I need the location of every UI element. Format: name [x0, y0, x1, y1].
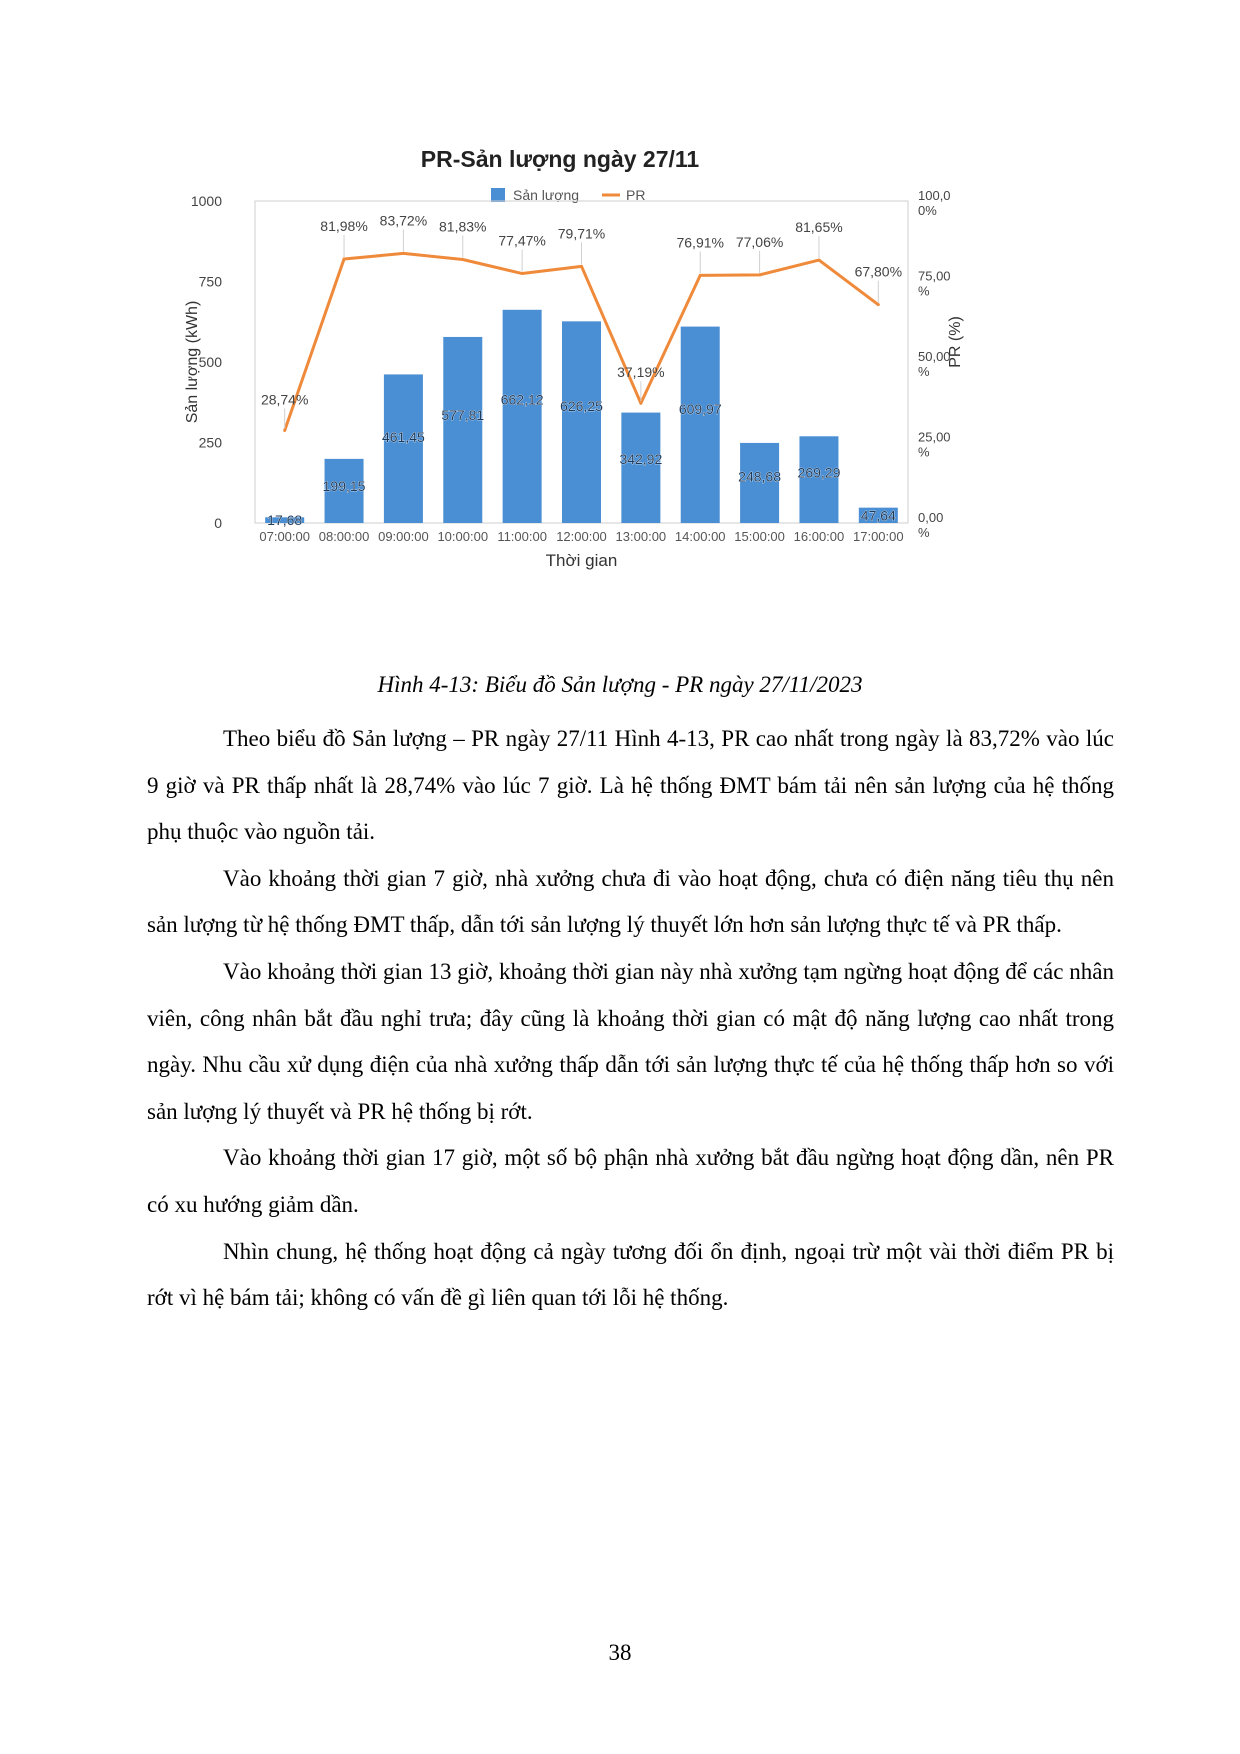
- pr-data-label: 81,65%: [795, 219, 843, 236]
- paragraph: Theo biểu đồ Sản lượng – PR ngày 27/11 Hình 4-13, PR cao nhất trong ngày là 83,72% vào lúc 9 giờ và PR thấp nhất là 28,74% vào lúc 7 giờ. Là hệ thống ĐMT bám tải nên sản lượng của hệ thống phụ thuộc vào nguồn tải.: [147, 726, 1114, 845]
- pr-point: [817, 259, 820, 262]
- paragraph: Vào khoảng thời gian 13 giờ, khoảng thời gian này nhà xưởng tạm ngừng hoạt động để các nhân viên, công nhân bắt đầu nghỉ trưa; đây cũng là khoảng thời gian có mật độ năng lượng cao nhất trong ngày. Nhu cầu xử dụng điện của nhà xưởng thấp dẫn tới sản lượng thực tế của hệ thống thấp hơn so với sản lượng lý thuyết và PR hệ thống bị rớt.: [147, 958, 1114, 1124]
- y-tick-label: 0: [214, 515, 222, 531]
- pr-data-label: 67,80%: [854, 263, 903, 280]
- pr-point: [580, 265, 583, 268]
- pr-data-label: 77,06%: [735, 233, 784, 250]
- y2-tick-label: 100,0: [918, 188, 951, 203]
- x-tick-label: 10:00:00: [437, 529, 489, 544]
- pr-point: [699, 274, 702, 277]
- pr-point: [283, 429, 286, 432]
- page-number: 38: [608, 1640, 632, 1665]
- bar-data-label: 577,81: [441, 407, 485, 424]
- y2-tick-label: 25,00: [918, 429, 951, 445]
- x-tick-label: 11:00:00: [497, 529, 547, 544]
- pr-data-label: 77,47%: [498, 232, 546, 249]
- x-tick-label: 13:00:00: [615, 529, 667, 544]
- y2-tick-unit: %: [918, 444, 930, 460]
- figure-caption: Hình 4-13: Biểu đồ Sản lượng - PR ngày 27/11/2023: [377, 672, 863, 697]
- bar-san-luong: [441, 337, 485, 523]
- x-tick-label: 16:00:00: [793, 529, 845, 544]
- pr-data-label: 37,19%: [617, 364, 665, 381]
- bar-data-label: 626,25: [560, 398, 603, 415]
- bar-data-label: 461,45: [381, 428, 425, 445]
- pr-data-label: 81,83%: [439, 218, 487, 235]
- bar-data-label: 662,12: [500, 391, 544, 408]
- y2-tick-unit: %: [918, 283, 930, 299]
- y2-tick-label: 75,00: [918, 268, 951, 284]
- y2-tick-unit: %: [918, 525, 930, 540]
- y-tick-label: 500: [198, 354, 222, 370]
- bar-data-label: 248,68: [738, 468, 782, 485]
- bar-data-label: 17,68: [267, 512, 303, 529]
- bar-san-luong: [678, 327, 722, 523]
- pr-point: [461, 258, 464, 261]
- y-tick-label: 1000: [190, 193, 222, 209]
- x-tick-label: 15:00:00: [734, 529, 785, 544]
- pr-data-label: 81,98%: [320, 218, 368, 235]
- bar-data-label: 47,64: [860, 507, 896, 524]
- x-tick-label: 17:00:00: [853, 529, 904, 544]
- legend-swatch-san-luong: [491, 188, 505, 202]
- body-text: [147, 716, 1114, 1322]
- bar-san-luong: [500, 310, 544, 523]
- x-tick-label: 07:00:00: [259, 529, 310, 544]
- chart-title: PR-Sản lượng ngày 27/11: [420, 148, 700, 172]
- pr-point: [639, 402, 642, 405]
- pr-point: [402, 252, 405, 255]
- x-tick-label: 12:00:00: [556, 529, 607, 544]
- y2-tick-unit: 0%: [918, 203, 937, 218]
- chart-svg: [170, 148, 1090, 648]
- bar-data-label: 269,29: [797, 464, 841, 481]
- y2-tick-label: 50,00: [918, 349, 951, 364]
- x-tick-label: 09:00:00: [378, 529, 429, 544]
- pr-point: [521, 272, 524, 275]
- pr-point: [877, 303, 880, 306]
- x-tick-label: 08:00:00: [318, 529, 370, 544]
- y2-tick-unit: %: [918, 364, 930, 379]
- legend-label-pr: PR: [626, 187, 646, 203]
- pr-data-label: 28,74%: [260, 391, 309, 408]
- chart-pr-san-luong: [170, 148, 1090, 648]
- y2-tick-label: 0,00: [918, 510, 944, 525]
- paragraph: Nhìn chung, hệ thống hoạt động cả ngày tương đối ổn định, ngoại trừ một vài thời điểm PR bị rớt vì hệ bám tải; không có vấn đề gì liên quan tới lỗi hệ thống.: [147, 1238, 1114, 1311]
- y2-axis-title: PR (%): [947, 316, 964, 368]
- bar-data-label: 609,97: [678, 401, 722, 418]
- bar-san-luong: [381, 374, 425, 523]
- y-axis-title: Sản lượng (kWh): [184, 300, 201, 424]
- pr-point: [343, 258, 346, 261]
- paragraph: Vào khoảng thời gian 17 giờ, một số bộ phận nhà xưởng bắt đầu ngừng hoạt động dần, nên PR có xu hướng giảm dần.: [147, 1145, 1114, 1217]
- bar-san-luong: [562, 321, 601, 523]
- y-tick-label: 750: [198, 273, 222, 290]
- y-tick-label: 250: [198, 434, 222, 451]
- x-axis-title: Thời gian: [545, 551, 618, 570]
- pr-point: [758, 273, 761, 276]
- pr-data-label: 76,91%: [676, 234, 724, 251]
- x-tick-label: 14:00:00: [674, 529, 726, 544]
- pr-data-label: 83,72%: [379, 212, 428, 229]
- bar-san-luong: [619, 413, 663, 523]
- paragraph: Vào khoảng thời gian 7 giờ, nhà xưởng chưa đi vào hoạt động, chưa có điện năng tiêu thụ nên sản lượng từ hệ thống ĐMT thấp, dẫn tới sản lượng lý thuyết lớn hơn sản lượng thực tế và PR thấp.: [147, 865, 1114, 938]
- pr-data-label: 79,71%: [557, 225, 606, 242]
- legend-label-san-luong: Sản lượng: [513, 187, 580, 203]
- bar-data-label: 342,92: [619, 450, 663, 467]
- bar-data-label: 199,15: [322, 477, 366, 494]
